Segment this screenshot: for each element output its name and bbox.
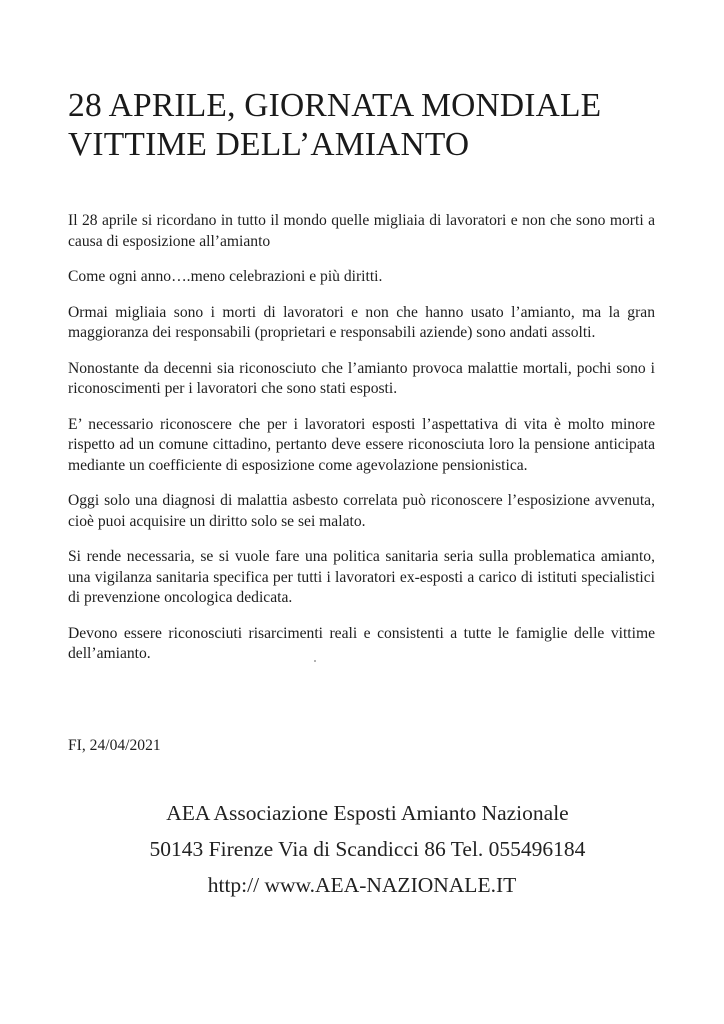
footer-address: 50143 Firenze Via di Scandicci 86 Tel. 055496184 xyxy=(149,837,586,861)
document-body xyxy=(68,211,655,680)
paragraph-deaths: Ormai migliaia sono i morti di lavoratori e non che hanno usato l’amianto, ma la gran maggioranza dei responsabili (proprietari e responsabili aziende) sono andati assolti. xyxy=(68,303,655,341)
paragraph-pension: E’ necessario riconoscere che per i lavoratori esposti l’aspettativa di vita è molto minore rispetto ad un comune cittadino, pertanto deve essere riconosciuta loro la pensione anticipata mediante un coefficiente di esposizione come agevolazione pensionistica. xyxy=(68,415,655,474)
paragraph-compensation: Devono essere riconosciuti risarcimenti reali e consistenti a tutte le famiglie delle vittime dell’amianto. xyxy=(68,624,655,662)
footer-website: http:// www.AEA-NAZIONALE.IT xyxy=(207,873,517,897)
paragraph-diagnosis: Oggi solo una diagnosi di malattia asbesto correlata può riconoscere l’esposizione avvenuta, cioè puoi acquisire un diritto solo se sei malato. xyxy=(68,492,655,530)
footer-organization: AEA Associazione Esposti Amianto Nazionale xyxy=(166,801,569,825)
document-title xyxy=(68,86,668,164)
document-date: FI, 24/04/2021 xyxy=(68,737,161,754)
scan-speck xyxy=(314,660,316,662)
title-line-1: 28 APRILE, GIORNATA MONDIALE xyxy=(68,87,602,124)
footer-signature xyxy=(0,795,724,903)
title-line-2: VITTIME DELL’AMIANTO xyxy=(68,126,470,163)
paragraph-recognition: Nonostante da decenni sia riconosciuto che l’amianto provoca malattie mortali, pochi sono i riconoscimenti per i lavoratori che sono stati esposti. xyxy=(68,359,655,397)
paragraph-slogan: Come ogni anno….meno celebrazioni e più diritti. xyxy=(68,268,383,285)
paragraph-surveillance: Si rende necessaria, se si vuole fare una politica sanitaria seria sulla problematica amianto, una vigilanza sanitaria specifica per tutti i lavoratori ex-esposti a carico di istituti specialistici di prevenzione oncologica dedicata. xyxy=(68,548,655,606)
paragraph-intro: Il 28 aprile si ricordano in tutto il mondo quelle migliaia di lavoratori e non che sono morti a causa di esposizione all’amianto xyxy=(68,212,655,250)
